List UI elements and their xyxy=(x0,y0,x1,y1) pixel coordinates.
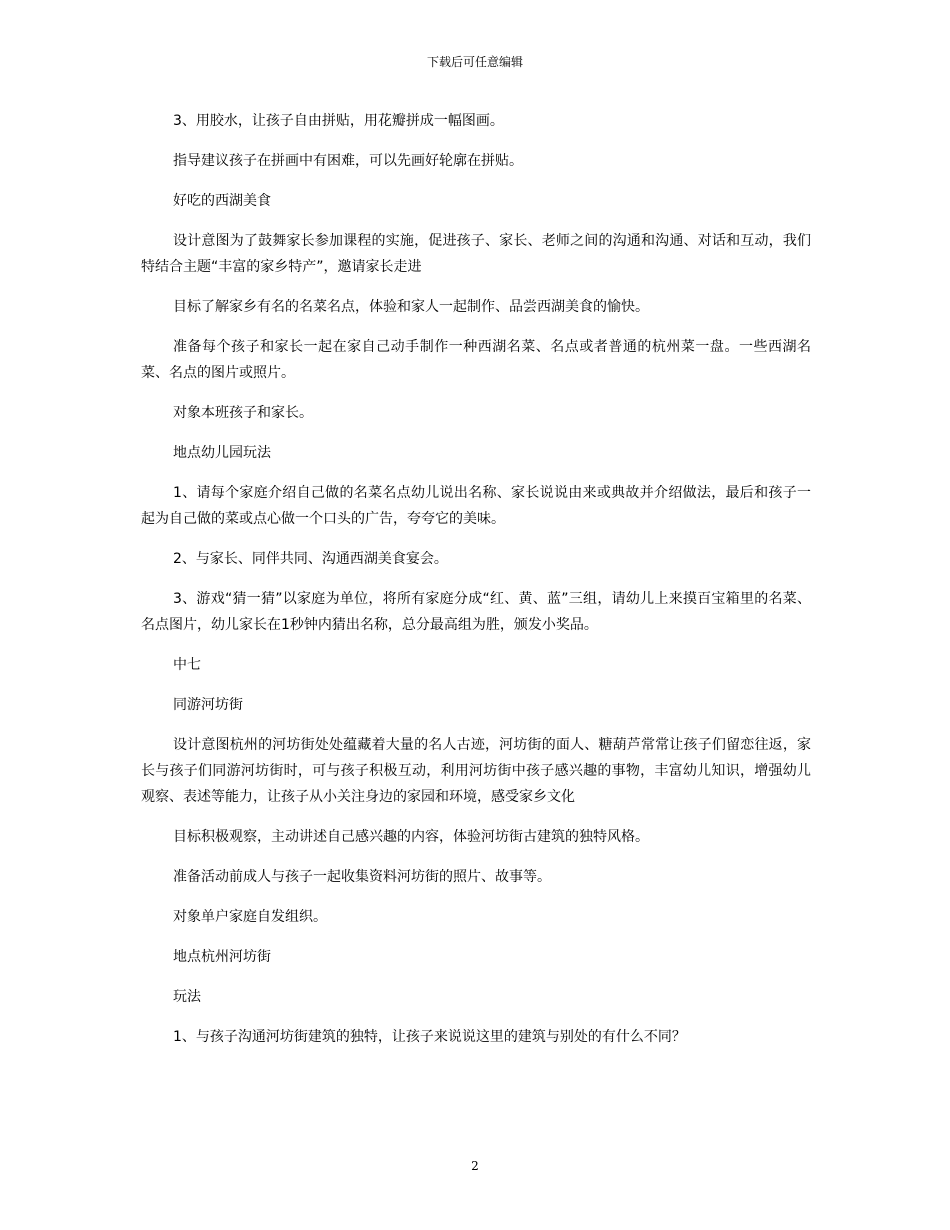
paragraph: 1、与孩子沟通河坊街建筑的独特，让孩子来说说这里的建筑与别处的有什么不同？ xyxy=(173,1029,686,1045)
paragraph: 地点杭州河坊街 xyxy=(173,949,271,965)
paragraph: 指导建议孩子在拼画中有困难，可以先画好轮廓在拼贴。 xyxy=(173,153,523,169)
paragraph: 对象单户家庭自发组织。 xyxy=(173,909,327,925)
paragraph: 准备每个孩子和家长一起在家自己动手制作一种西湖名菜、名点或者普通的杭州菜一盘。一些西湖名菜、名点的图片或照片。 xyxy=(141,339,811,381)
paragraph: 2、与家长、同伴共同、沟通西湖美食宴会。 xyxy=(173,551,448,567)
paragraph: 目标了解家乡有名的名菜名点，体验和家人一起制作、品尝西湖美食的愉快。 xyxy=(173,299,649,315)
paragraph: 3、游戏“猜一猜”以家庭为单位，将所有家庭分成“红、黄、蓝”三组，请幼儿上来摸百宝箱里的名菜、名点图片，幼儿家长在1秒钟内猜出名称，总分最高组为胜，颁发小奖品。 xyxy=(141,591,811,633)
section-label: 中七 xyxy=(173,657,201,673)
paragraph: 对象本班孩子和家长。 xyxy=(173,405,313,421)
page-number: 2 xyxy=(471,1159,479,1173)
paragraph: 地点幼儿园玩法 xyxy=(173,445,271,461)
paragraph: 准备活动前成人与孩子一起收集资料河坊街的照片、故事等。 xyxy=(173,869,551,885)
page-header: 下载后可任意编辑 xyxy=(426,55,523,69)
paragraph: 3、用胶水，让孩子自由拼贴，用花瓣拼成一幅图画。 xyxy=(173,113,504,129)
paragraph: 1、请每个家庭介绍自己做的名菜名点幼儿说出名称、家长说说由来或典故并介绍做法，最后和孩子一起为自己做的菜或点心做一个口头的广告，夸夸它的美味。 xyxy=(141,485,811,527)
section-heading: 同游河坊街 xyxy=(173,697,243,713)
section-heading: 好吃的西湖美食 xyxy=(173,193,271,209)
paragraph: 设计意图为了鼓舞家长参加课程的实施，促进孩子、家长、老师之间的沟通和沟通、对话和互动，我们特结合主题“丰富的家乡特产”，邀请家长走进 xyxy=(141,233,811,275)
paragraph: 设计意图杭州的河坊街处处蕴藏着大量的名人古迹，河坊街的面人、糖葫芦常常让孩子们留恋往返，家长与孩子们同游河坊街时，可与孩子积极互动，利用河坊街中孩子感兴趣的事物，丰富幼儿知识，增强幼儿观察、表述等能力，让孩子从小关注身边的家园和环境，感受家乡文化 xyxy=(141,737,811,805)
document-body xyxy=(141,108,811,1064)
paragraph: 目标积极观察，主动讲述自己感兴趣的内容，体验河坊街古建筑的独特风格。 xyxy=(173,829,649,845)
paragraph: 玩法 xyxy=(173,989,201,1005)
